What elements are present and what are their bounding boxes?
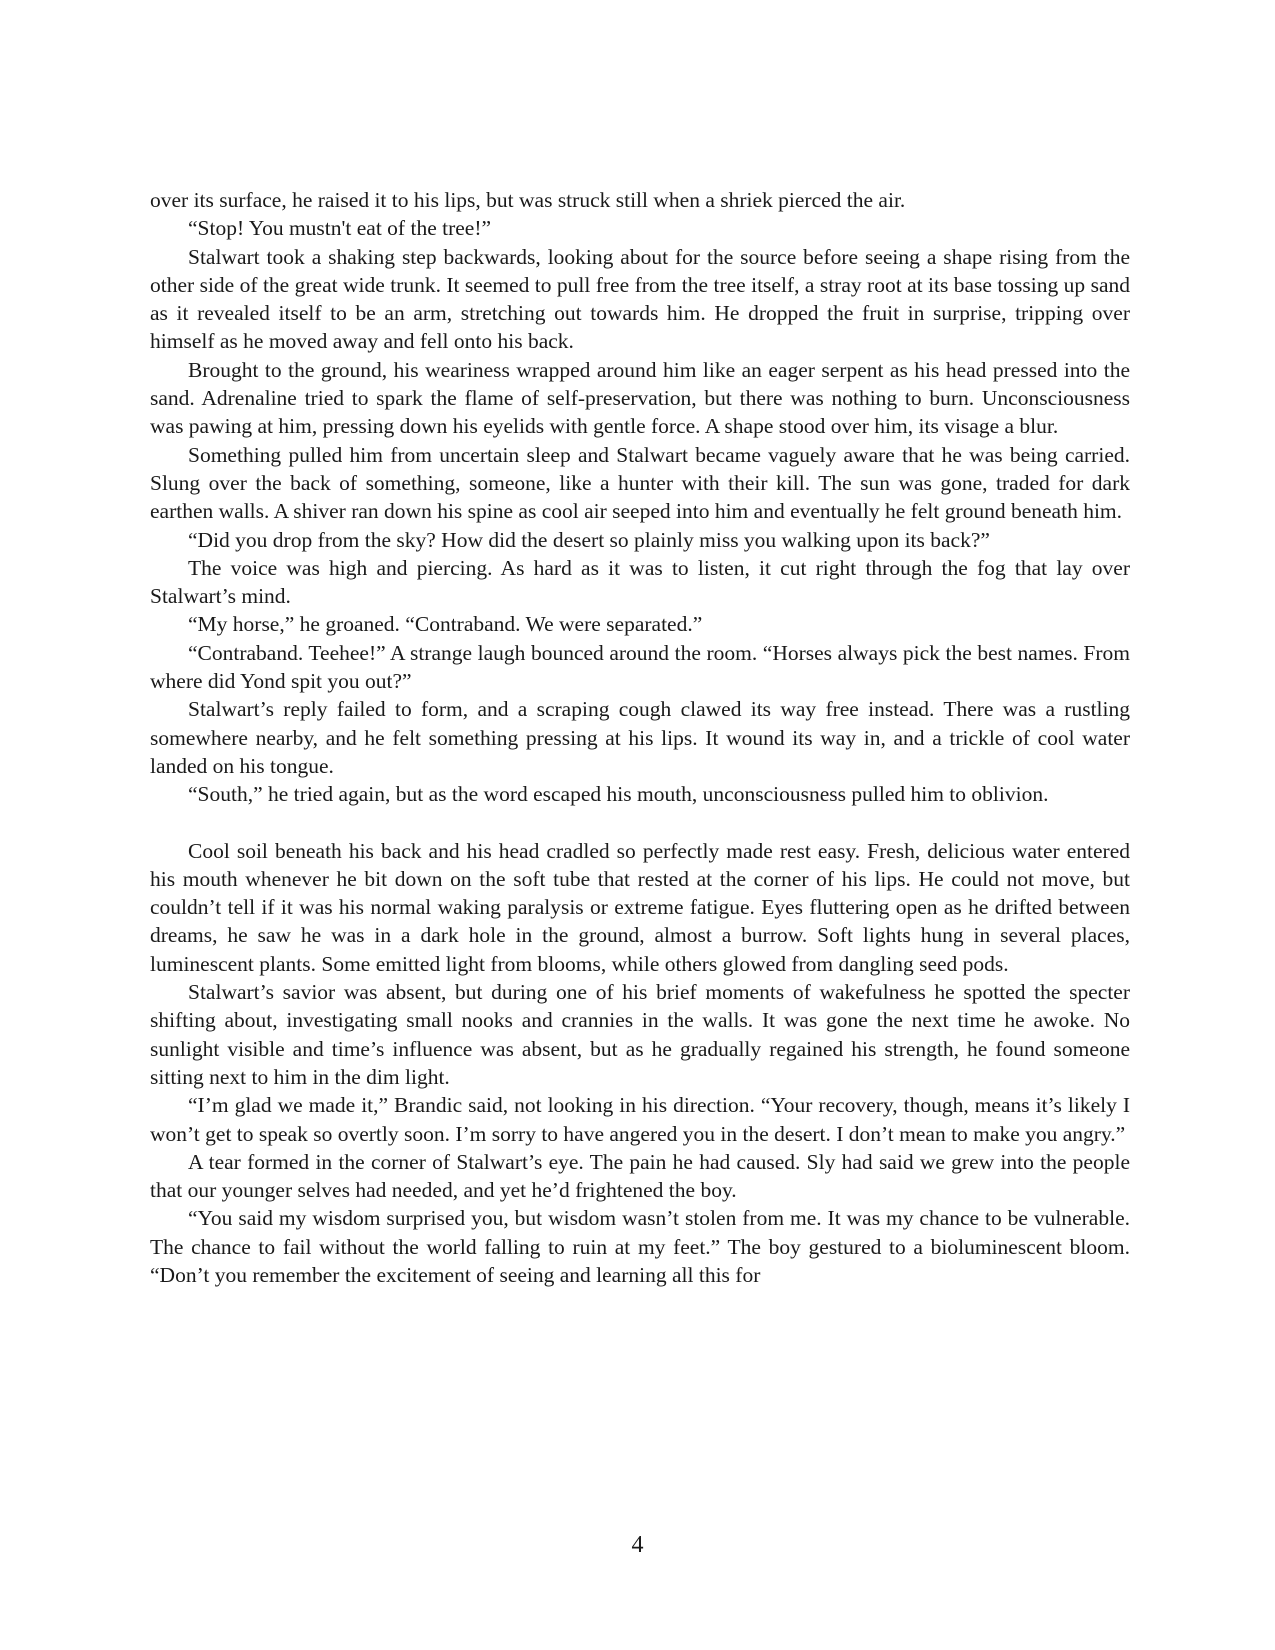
paragraph: Stalwart’s reply failed to form, and a scraping cough clawed its way free instead. There was a rustling somewhere nearby, and he felt something pressing at his lips. It wound its way in, and a trickle of cool water landed on his tongue. (150, 697, 1130, 778)
paragraph: “South,” he tried again, but as the word escaped his mouth, unconsciousness pulled him to oblivion. (188, 782, 1049, 807)
paragraph: “I’m glad we made it,” Brandic said, not looking in his direction. “Your recovery, though, means it’s likely I won’t get to speak so overtly soon. I’m sorry to have angered you in the desert. I don’t mean to make you angry.” (150, 1093, 1130, 1146)
paragraph: “You said my wisdom surprised you, but wisdom wasn’t stolen from me. It was my chance to be vulnerable. The chance to fail without the world falling to ruin at my feet.” The boy gestured to a bioluminescent bloom. “Don’t you remember the excitement of seeing and learning all this for (150, 1206, 1130, 1287)
paragraph: A tear formed in the corner of Stalwart’s eye. The pain he had caused. Sly had said we grew into the people that our younger selves had needed, and yet he’d frightened the boy. (150, 1149, 1130, 1203)
paragraph: over its surface, he raised it to his lips, but was struck still when a shriek pierced the air. (150, 188, 906, 212)
scene-break (150, 809, 1130, 837)
paragraph: Stalwart took a shaking step backwards, looking about for the source before seeing a shape rising from the other side of the great wide trunk. It seemed to pull free from the tree itself, a stray root at its base tossing up sand as it revealed itself to be an arm, stretching out towards him. He dropped the fruit in surprise, tripping over himself as he moved away and fell onto his back. (150, 244, 1130, 354)
paragraph: Cool soil beneath his back and his head cradled so perfectly made rest easy. Fresh, delicious water entered his mouth whenever he bit down on the soft tube that rested at the corner of his lips. He could not move, but couldn’t tell if it was his normal waking paralysis or extreme fatigue. Eyes fluttering open as he drifted between dreams, he saw he was in a dark hole in the ground, almost a burrow. Soft lights hung in several places, luminescent plants. Some emitted light from blooms, while others glowed from dangling seed pods. (150, 838, 1130, 976)
paragraph: “Contraband. Teehee!” A strange laugh bounced around the room. “Horses always pick the best names. From where did Yond spit you out?” (150, 640, 1130, 694)
paragraph: “My horse,” he groaned. “Contraband. We were separated.” (188, 612, 703, 637)
paragraph: Brought to the ground, his weariness wrapped around him like an eager serpent as his head pressed into the sand. Adrenaline tried to spark the flame of self-preservation, but there was nothing to burn. Unconsciousness was pawing at him, pressing down his eyelids with gentle force. A shape stood over him, its visage a blur. (150, 357, 1130, 439)
page-number: 4 (631, 1532, 644, 1558)
paragraph: “Stop! You mustn't eat of the tree!” (188, 216, 492, 241)
paragraph: “Did you drop from the sky? How did the desert so plainly miss you walking upon its back?” (188, 527, 990, 552)
paragraph: Stalwart’s savior was absent, but during one of his brief moments of wakefulness he spotted the specter shifting about, investigating small nooks and crannies in the walls. It was gone the next time he awoke. No sunlight visible and time’s influence was absent, but as he gradually regained his strength, he found someone sitting next to him in the dim light. (150, 980, 1130, 1089)
page-body (150, 186, 1130, 1289)
paragraph: The voice was high and piercing. As hard as it was to listen, it cut right through the fog that lay over Stalwart’s mind. (150, 555, 1130, 609)
paragraph: Something pulled him from uncertain sleep and Stalwart became vaguely aware that he was being carried. Slung over the back of something, someone, like a hunter with their kill. The sun was gone, traded for dark earthen walls. A shiver ran down his spine as cool air seeped into him and eventually he felt ground beneath him. (150, 442, 1130, 524)
